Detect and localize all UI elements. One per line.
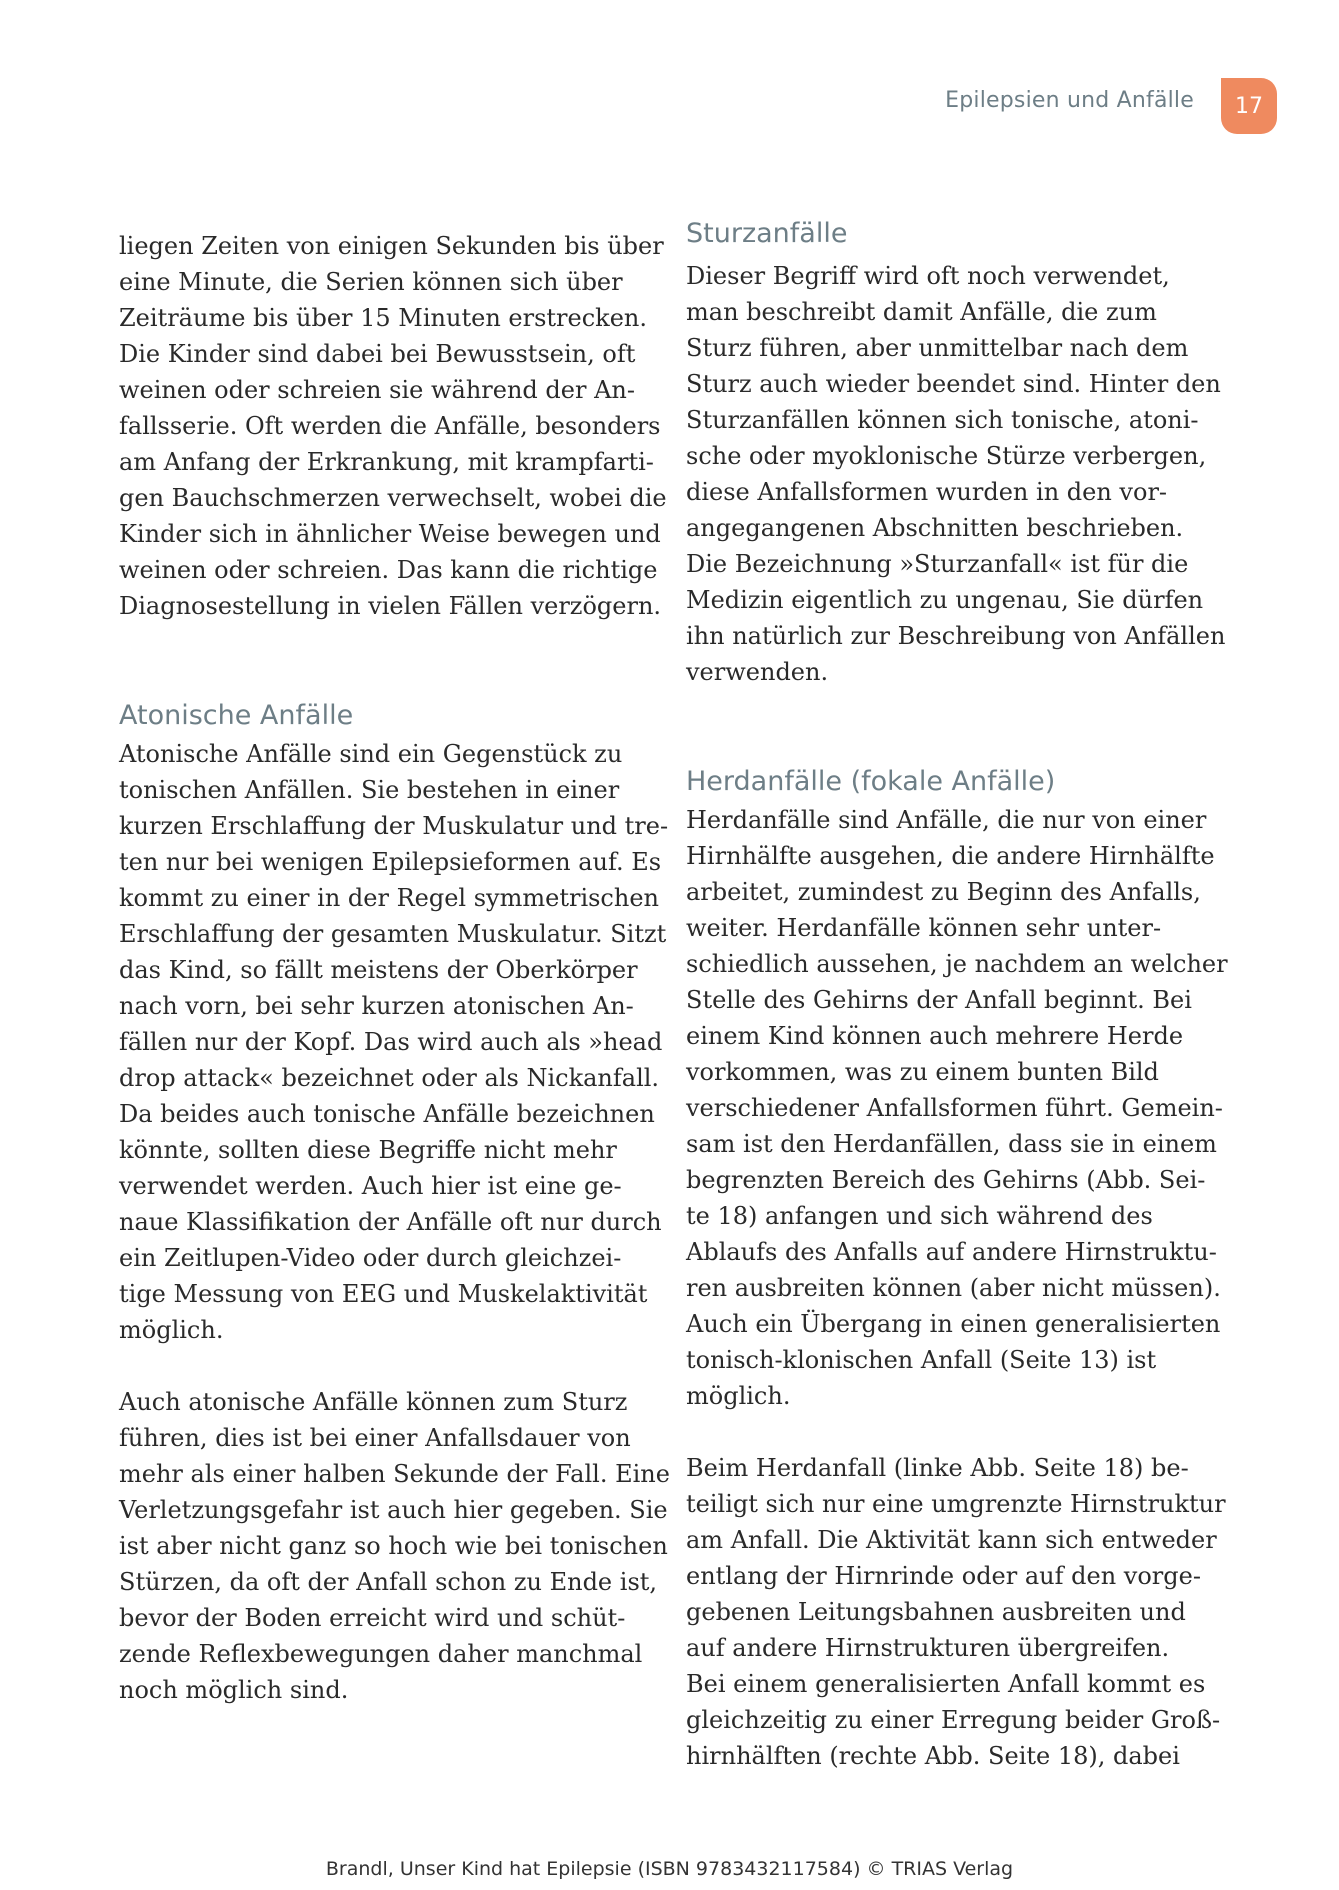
- text-line: Die Bezeichnung »Sturzanfall« ist für die: [686, 550, 1189, 578]
- paragraph-drop-attacks: [686, 258, 1226, 690]
- text-line: sche oder myoklonische Stürze verbergen,: [686, 442, 1207, 470]
- text-line: man beschreibt damit Anfälle, die zum: [686, 298, 1157, 326]
- text-line: begrenzten Bereich des Gehirns (Abb. Sei-: [686, 1166, 1206, 1194]
- text-line: angegangenen Abschnitten beschrieben.: [686, 514, 1184, 542]
- text-line: Stelle des Gehirns der Anfall beginnt. Bei: [686, 986, 1192, 1014]
- text-line: liegen Zeiten von einigen Sekunden bis über: [119, 232, 664, 260]
- paragraph-seizure-series: [119, 228, 667, 624]
- text-line: Beim Herdanfall (linke Abb. Seite 18) be-: [686, 1454, 1189, 1482]
- text-line: verwenden.: [686, 658, 829, 686]
- heading-drop-attacks: Sturzanfälle: [686, 218, 848, 249]
- text-line: tige Messung von EEG und Muskelaktivität: [119, 1280, 648, 1308]
- text-line: tonisch-klonischen Anfall (Seite 13) ist: [686, 1346, 1157, 1374]
- paragraph-atonic-seizures: [119, 736, 669, 1348]
- text-line: naue Klassifikation der Anfälle oft nur durch: [119, 1208, 662, 1236]
- left-column: [119, 228, 670, 1708]
- right-column: [686, 218, 1228, 1774]
- text-line: möglich.: [119, 1316, 224, 1344]
- text-line: Stürzen, da oft der Anfall schon zu Ende ist,: [119, 1568, 658, 1596]
- text-line: am Anfang der Erkrankung, mit krampfarti-: [119, 448, 654, 476]
- text-line: einem Kind können auch mehrere Herde: [686, 1022, 1184, 1050]
- text-line: sam ist den Herdanfällen, dass sie in einem: [686, 1130, 1217, 1158]
- text-line: Sturzanfällen können sich tonische, atoni-: [686, 406, 1199, 434]
- text-line: ren ausbreiten können (aber nicht müssen).: [686, 1274, 1221, 1302]
- heading-focal-seizures: Herdanfälle (fokale Anfälle): [686, 766, 1056, 797]
- text-line: eine Minute, die Serien können sich über: [119, 268, 623, 296]
- text-line: Zeiträume bis über 15 Minuten erstrecken.: [119, 304, 647, 332]
- heading-atonic-seizures: Atonische Anfälle: [119, 700, 354, 731]
- text-line: zende Reflexbewegungen daher manchmal: [119, 1640, 643, 1668]
- text-line: gleichzeitig zu einer Erregung beider Groß-: [686, 1706, 1221, 1734]
- text-line: diese Anfallsformen wurden in den vor-: [686, 478, 1168, 506]
- text-line: ein Zeitlupen-Video oder durch gleichzei-: [119, 1244, 622, 1272]
- text-line: gen Bauchschmerzen verwechselt, wobei die: [119, 484, 667, 512]
- text-line: weinen oder schreien. Das kann die richtige: [119, 556, 658, 584]
- text-line: Dieser Begriff wird oft noch verwendet,: [686, 262, 1170, 290]
- text-line: vorkommen, was zu einem bunten Bild: [686, 1058, 1159, 1086]
- page-number-badge: 17: [1221, 78, 1277, 134]
- text-line: Kinder sich in ähnlicher Weise bewegen und: [119, 520, 661, 548]
- text-line: tonischen Anfällen. Sie bestehen in einer: [119, 776, 620, 804]
- text-line: Auch ein Übergang in einen generalisierten: [686, 1310, 1221, 1338]
- paragraph-focal-seizures: [686, 802, 1228, 1414]
- text-line: noch möglich sind.: [119, 1676, 349, 1704]
- text-line: fallsserie. Oft werden die Anfälle, besonders: [119, 412, 661, 440]
- text-line: ihn natürlich zur Beschreibung von Anfällen: [686, 622, 1226, 650]
- paragraph-atonic-falls: [119, 1384, 670, 1708]
- text-line: mehr als einer halben Sekunde der Fall. Eine: [119, 1460, 670, 1488]
- text-line: verschiedener Anfallsformen führt. Gemein-: [686, 1094, 1223, 1122]
- text-line: Atonische Anfälle sind ein Gegenstück zu: [119, 740, 623, 768]
- text-line: Auch atonische Anfälle können zum Sturz: [119, 1388, 628, 1416]
- text-line: ist aber nicht ganz so hoch wie bei tonischen: [119, 1532, 668, 1560]
- text-line: schiedlich aussehen, je nachdem an welcher: [686, 950, 1228, 978]
- text-line: hirnhälften (rechte Abb. Seite 18), dabei: [686, 1742, 1180, 1770]
- footer-citation: Brandl, Unser Kind hat Epilepsie (ISBN 9783432117584) © TRIAS Verlag: [325, 1858, 1014, 1880]
- text-line: möglich.: [686, 1382, 791, 1410]
- paragraph-focal-vs-generalized: [686, 1450, 1226, 1774]
- text-line: Verletzungsgefahr ist auch hier gegeben. Sie: [119, 1496, 668, 1524]
- text-line: Sturz auch wieder beendet sind. Hinter den: [686, 370, 1221, 398]
- text-line: arbeitet, zumindest zu Beginn des Anfalls,: [686, 878, 1201, 906]
- text-line: teiligt sich nur eine umgrenzte Hirnstruktur: [686, 1490, 1226, 1518]
- text-line: gebenen Leitungsbahnen ausbreiten und: [686, 1598, 1186, 1626]
- text-line: könnte, sollten diese Begriffe nicht mehr: [119, 1136, 617, 1164]
- text-line: Da beides auch tonische Anfälle bezeichnen: [119, 1100, 655, 1128]
- text-line: bevor der Boden erreicht wird und schüt-: [119, 1604, 626, 1632]
- text-line: das Kind, so fällt meistens der Oberkörper: [119, 956, 638, 984]
- text-line: Sturz führen, aber unmittelbar nach dem: [686, 334, 1189, 362]
- text-line: weiter. Herdanfälle können sehr unter-: [686, 914, 1162, 942]
- text-line: ten nur bei wenigen Epilepsieformen auf. Es: [119, 848, 662, 876]
- text-line: am Anfall. Die Aktivität kann sich entweder: [686, 1526, 1217, 1554]
- text-line: Bei einem generalisierten Anfall kommt es: [686, 1670, 1206, 1698]
- text-line: te 18) anfangen und sich während des: [686, 1202, 1153, 1230]
- text-line: Diagnosestellung in vielen Fällen verzögern.: [119, 592, 662, 620]
- text-line: auf andere Hirnstrukturen übergreifen.: [686, 1634, 1170, 1662]
- text-line: führen, dies ist bei einer Anfallsdauer von: [119, 1424, 631, 1452]
- text-line: verwendet werden. Auch hier ist eine ge-: [119, 1172, 622, 1200]
- text-line: Erschlaffung der gesamten Muskulatur. Sitzt: [119, 920, 667, 948]
- text-line: fällen nur der Kopf. Das wird auch als »head: [119, 1028, 663, 1056]
- text-line: Medizin eigentlich zu ungenau, Sie dürfen: [686, 586, 1204, 614]
- text-line: entlang der Hirnrinde oder auf den vorge-: [686, 1562, 1201, 1590]
- text-line: Ablaufs des Anfalls auf andere Hirnstruktu-: [686, 1238, 1217, 1266]
- text-line: Hirnhälfte ausgehen, die andere Hirnhälfte: [686, 842, 1215, 870]
- text-line: weinen oder schreien sie während der An-: [119, 376, 635, 404]
- running-head-title: Epilepsien und Anfälle: [945, 88, 1194, 113]
- text-line: Die Kinder sind dabei bei Bewusstsein, oft: [119, 340, 636, 368]
- text-line: kommt zu einer in der Regel symmetrischen: [119, 884, 659, 912]
- text-line: nach vorn, bei sehr kurzen atonischen An-: [119, 992, 634, 1020]
- text-line: Herdanfälle sind Anfälle, die nur von einer: [686, 806, 1207, 834]
- text-line: drop attack« bezeichnet oder als Nickanfall.: [119, 1064, 660, 1092]
- text-line: kurzen Erschlaffung der Muskulatur und tre-: [119, 812, 669, 840]
